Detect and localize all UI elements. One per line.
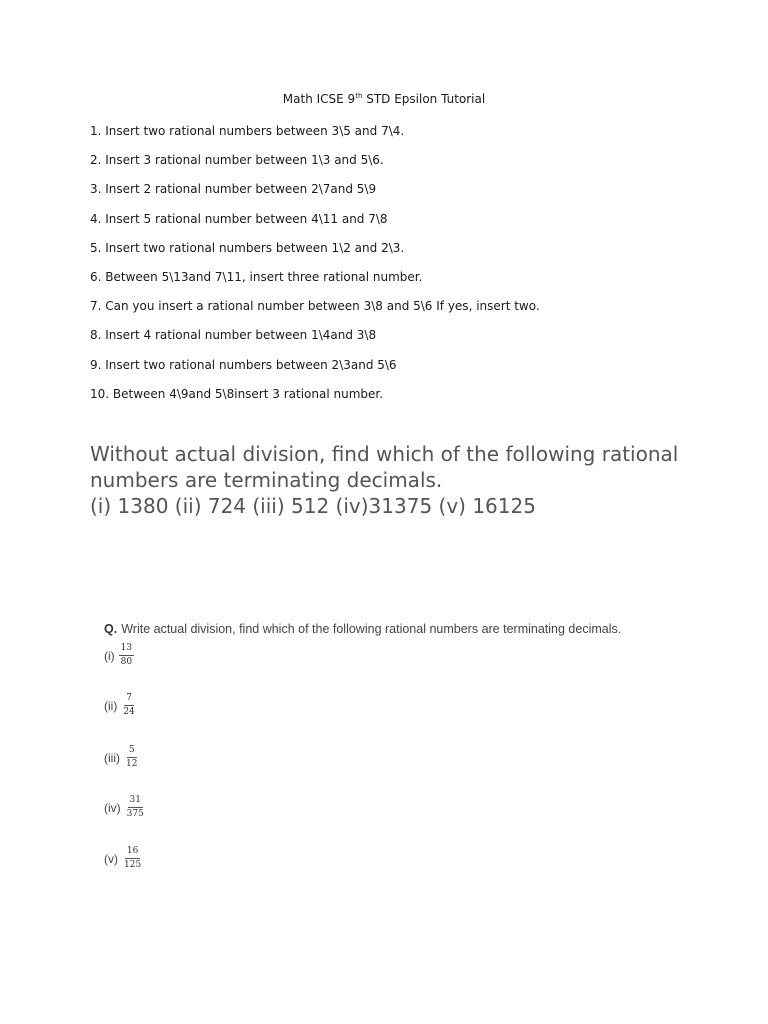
title-suffix: STD Epsilon Tutorial [362, 92, 486, 106]
image-question-heading [104, 622, 724, 636]
title-prefix: Math ICSE 9 [282, 92, 356, 106]
image-question [104, 622, 724, 636]
option-label: (iii) [104, 750, 120, 765]
numerator: 16 [125, 846, 140, 859]
numerator: 13 [119, 643, 134, 656]
question-item: 6. Between 5\13and 7\11, insert three rational number. [90, 269, 423, 284]
question-item: 2. Insert 3 rational number between 1\3 and 5\6. [90, 153, 384, 168]
option-label: (i) [104, 648, 115, 663]
image-question-text: Write actual division, find which of the following rational numbers are terminating decimals. [121, 622, 622, 636]
fraction-option [104, 693, 137, 718]
terminating-decimals-question [90, 441, 710, 519]
title-superscript: th [355, 92, 363, 100]
question-item: 7. Can you insert a rational number between 3\8 and 5\6 If yes, insert two. [90, 299, 540, 314]
question-item: 1. Insert two rational numbers between 3\5 and 7\4. [90, 124, 405, 138]
question-list [90, 125, 730, 417]
numerator: 31 [128, 795, 143, 808]
question-marker: Q. [104, 622, 118, 636]
question-item: 10. Between 4\9and 5\8insert 3 rational number. [90, 386, 384, 401]
question-item: 5. Insert two rational numbers between 1\2 and 2\3. [90, 240, 405, 255]
big-question-line: numbers are terminating decimals. [90, 468, 443, 492]
fraction [122, 846, 143, 871]
big-question-line: Without actual division, find which of the following rational [90, 442, 679, 466]
fraction [125, 795, 146, 820]
fraction [119, 643, 134, 668]
big-question-options: (i) 1380 (ii) 724 (iii) 512 (iv)31375 (v) 16125 [90, 494, 536, 518]
option-label: (ii) [104, 698, 118, 713]
fraction-option [104, 643, 134, 668]
denominator: 24 [123, 707, 135, 717]
question-item: 4. Insert 5 rational number between 4\11 and 7\8 [90, 211, 388, 226]
fraction-option [104, 846, 143, 871]
numerator: 5 [127, 745, 137, 758]
fraction [124, 745, 139, 770]
option-label: (iv) [104, 800, 121, 815]
question-item: 8. Insert 4 rational number between 1\4and 3\8 [90, 328, 377, 343]
document-title [0, 92, 768, 106]
option-label: (v) [104, 851, 118, 866]
denominator: 375 [126, 809, 144, 819]
denominator: 125 [124, 860, 142, 870]
numerator: 7 [124, 693, 134, 706]
fraction-option [104, 795, 146, 820]
question-item: 3. Insert 2 rational number between 2\7and 5\9 [90, 182, 377, 197]
fraction-option [104, 745, 139, 770]
fraction [121, 693, 136, 718]
question-item: 9. Insert two rational numbers between 2\3and 5\6 [90, 357, 397, 372]
denominator: 12 [126, 759, 138, 769]
denominator: 80 [120, 657, 133, 667]
